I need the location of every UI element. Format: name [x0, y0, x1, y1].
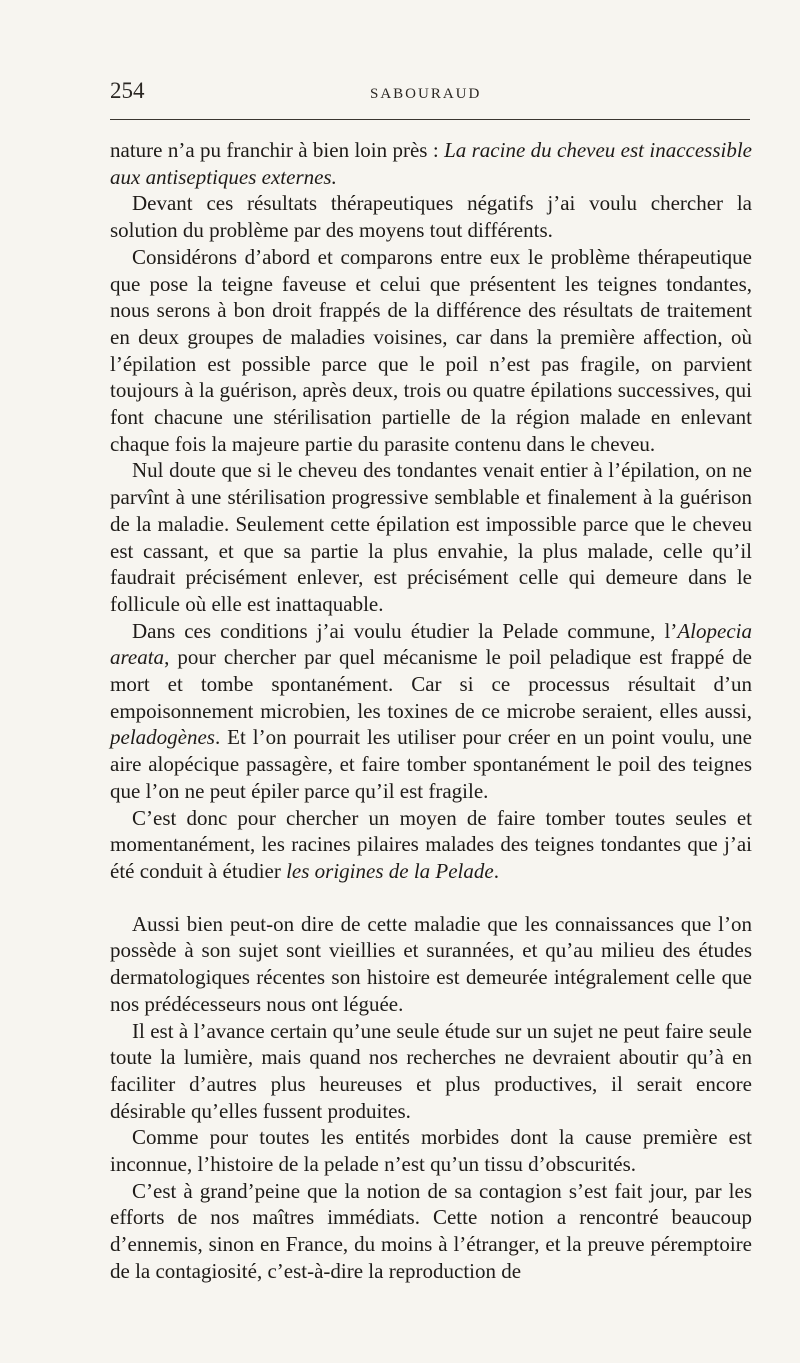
- text-run: Aussi bien peut-on dire de cette maladie que les connaissances que l’on possède à son sujet sont vieillies et surannées, et qu’au milieu des études dermatologiques récentes son histoire est demeurée intégralement celle que nos prédécesseurs nous ont léguée.: [110, 911, 752, 1016]
- italic-text: Alopecia areata: [110, 618, 752, 670]
- body-text: [110, 137, 752, 1285]
- text-run: Comme pour toutes les entités morbides dont la cause première est inconnue, l’histoire de la pelade n’est qu’un tissu d’obscurités.: [110, 1125, 752, 1177]
- text-run: , pour chercher par quel mécanisme le poil peladique est frappé de mort et tombe spontanément. Car si ce processus résultait d’un empoisonnement microbien, les toxines de ce microbe seraient, elles aussi,: [110, 645, 752, 723]
- text-run: .: [493, 858, 499, 883]
- paragraph: [110, 137, 752, 190]
- italic-text: les origines de la Pelade: [286, 858, 494, 883]
- text-run: Il est à l’avance certain qu’une seule étude sur un sujet ne peut faire seule toute la lumière, mais quand nos recherches ne devraient aboutir qu’à en faciliter d’autres plus heureuses et plus productives, il serait encore désirable qu’elles fussent produites.: [110, 1018, 752, 1123]
- header-rule: [110, 119, 750, 120]
- text-run: C’est à grand’peine que la notion de sa contagion s’est fait jour, par les efforts de nos maîtres immédiats. Cette notion a rencontré beaucoup d’ennemis, sinon en France, du moins à l’étranger, et la preuve péremptoire de la contagiosité, c’est-à-dire la reproduction de: [110, 1178, 752, 1283]
- paragraph: [110, 618, 752, 805]
- text-run: Considérons d’abord et comparons entre eux le problème thérapeutique que pose la teigne faveuse et celui que présentent les teignes tondantes, nous serons à bon droit frappés de la différence des résultats de traitement en deux groupes de maladies voisines, car dans la première affection, où l’épilation est possible parce que le poil n’est pas fragile, on parvient toujours à la guérison, après deux, trois ou quatre épilations successives, qui font chacune une stérilisation partielle de la région malade en enlevant chaque fois la majeure partie du parasite contenu dans le cheveu.: [110, 244, 752, 456]
- text-run: Dans ces conditions j’ai voulu étudier la Pelade commune, l’: [132, 618, 678, 643]
- page-header: [110, 78, 750, 108]
- paragraph: [110, 244, 752, 458]
- text-run: Nul doute que si le cheveu des tondantes venait entier à l’épilation, on ne parvînt à une stérilisation progressive semblable et finalement à la guérison de la maladie. Seulement cette épilation est impossible parce que le cheveu est cassant, et que sa partie la plus envahie, la plus malade, celle qu’il faudrait précisément enlever, est précisément celle qui demeure dans le follicule où elle est inattaquable.: [110, 458, 752, 616]
- paragraph: [110, 805, 752, 885]
- italic-text: La racine du cheveu est inaccessible aux antiseptiques externes.: [110, 138, 752, 189]
- page-number: 254: [110, 78, 145, 103]
- text-run: Devant ces résultats thérapeutiques négatifs j’ai voulu chercher la solution du problème par des moyens tout différents.: [110, 191, 752, 243]
- paragraph: [110, 1018, 752, 1125]
- paragraph: [110, 1124, 752, 1177]
- running-title: SABOURAUD: [370, 86, 482, 102]
- text-run: C’est donc pour chercher un moyen de faire tomber toutes seules et momentanément, les racines pilaires malades des teignes tondantes que j’ai été conduit à étudier: [110, 805, 752, 883]
- text-run: nature n’a pu franchir à bien loin près :: [110, 138, 445, 162]
- paragraph: [110, 457, 752, 617]
- paragraph: [110, 911, 752, 1018]
- text-run: . Et l’on pourrait les utiliser pour créer en un point voulu, une aire alopécique passagère, et faire tomber spontanément le poil des teignes que l’on ne peut épiler parce qu’il est fragile.: [110, 725, 752, 803]
- paragraph: [110, 190, 752, 243]
- paragraph: [110, 1178, 752, 1285]
- italic-text: peladogènes: [110, 725, 215, 750]
